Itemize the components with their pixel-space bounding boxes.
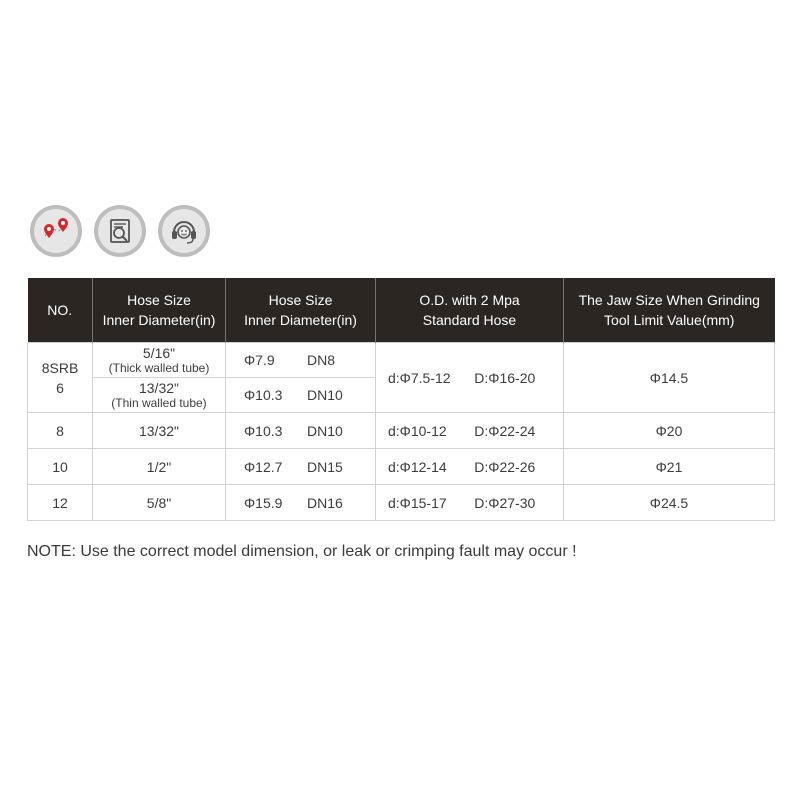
model-no-cell: 12 xyxy=(28,485,93,521)
jaw-size-cell: Φ20 xyxy=(564,413,775,449)
location-pin-icon xyxy=(39,214,73,248)
hose-size-cell: 1/2" xyxy=(93,449,226,485)
jaw-size-cell: Φ21 xyxy=(564,449,775,485)
table-row xyxy=(28,343,775,378)
model-no-cell: 8 xyxy=(28,413,93,449)
note-text xyxy=(27,543,577,561)
hose-size-cell: 13/32" xyxy=(93,413,226,449)
table-row xyxy=(28,485,775,521)
jaw-size-cell: Φ24.5 xyxy=(564,485,775,521)
header-no: NO. xyxy=(28,278,93,343)
note-label: NOTE: xyxy=(27,543,76,560)
hose-size-cell: 5/16" (Thick walled tube) xyxy=(93,343,226,378)
icon-row xyxy=(30,205,210,257)
note-body: Use the correct model dimension, or leak or crimping fault may occur ! xyxy=(75,543,577,560)
table-header-row xyxy=(28,278,775,343)
od-cell: d:Φ10-12 D:Φ22-24 xyxy=(376,413,564,449)
drawing-magnifier-icon xyxy=(103,214,137,248)
metric-size-cell: Φ15.9 DN16 xyxy=(226,485,376,521)
hose-spec-table xyxy=(27,278,775,521)
od-cell: d:Φ7.5-12 D:Φ16-20 xyxy=(376,343,564,413)
support-badge[interactable] xyxy=(158,205,210,257)
header-hose-size-fraction: Hose Size Inner Diameter(in) xyxy=(93,278,226,343)
table-row xyxy=(28,413,775,449)
table-row xyxy=(28,449,775,485)
headset-support-icon xyxy=(167,214,201,248)
header-jaw-size: The Jaw Size When Grinding Tool Limit Value(mm) xyxy=(564,278,775,343)
od-cell: d:Φ12-14 D:Φ22-26 xyxy=(376,449,564,485)
hose-size-cell: 13/32" (Thin walled tube) xyxy=(93,378,226,413)
hose-size-cell: 5/8" xyxy=(93,485,226,521)
header-hose-size-metric: Hose Size Inner Diameter(in) xyxy=(226,278,376,343)
metric-size-cell: Φ12.7 DN15 xyxy=(226,449,376,485)
drawing-badge[interactable] xyxy=(94,205,146,257)
metric-size-cell: Φ10.3 DN10 xyxy=(226,413,376,449)
metric-size-cell: Φ10.3 DN10 xyxy=(226,378,376,413)
model-no-cell: 8SRB 6 xyxy=(28,343,93,413)
location-badge[interactable] xyxy=(30,205,82,257)
model-no-cell: 10 xyxy=(28,449,93,485)
od-cell: d:Φ15-17 D:Φ27-30 xyxy=(376,485,564,521)
header-od: O.D. with 2 Mpa Standard Hose xyxy=(376,278,564,343)
metric-size-cell: Φ7.9 DN8 xyxy=(226,343,376,378)
jaw-size-cell: Φ14.5 xyxy=(564,343,775,413)
